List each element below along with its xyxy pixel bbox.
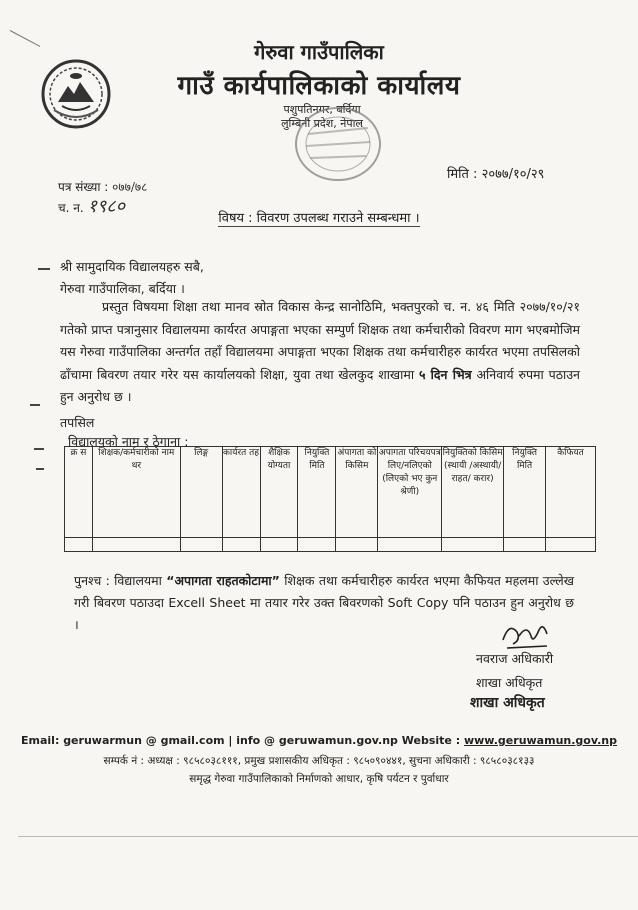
table-header-row xyxy=(65,447,596,538)
footer-email[interactable]: geruwarmun @ gmail.com | info @ geruwamun.gov.np xyxy=(63,734,398,747)
patra-sankhya-value: ०७७/७८ xyxy=(112,180,148,194)
address-line-1: पशुपतिनगर, बर्दिया xyxy=(283,103,361,116)
footer-website-label: Website : xyxy=(401,734,461,747)
patra-sankhya-label: पत्र संख्या : xyxy=(58,180,109,194)
note-suffix: शिक्षक तथा कर्मचारीहरु कार्यरत भएमा कैफियत महलमा उल्लेख गरी बिवरण पठाउदा Excell Sheet मा तयार गरेर उक्त बिवरणको Soft Copy पनि पठाउन हुन अनुरोध छ । xyxy=(74,573,574,632)
footer-phone-numbers: सम्पर्क नं : अध्यक्ष : ९८५८०३८१११, प्रमुख प्रशासकीय अधिकृत : ९८५०९०४४१, सुचना अधिकारी : ९८५८०३८१३३ xyxy=(103,755,535,767)
col-level: कार्यरत तह xyxy=(222,447,260,538)
table-row xyxy=(65,538,596,552)
signatory-name: नवराज अधिकारी xyxy=(476,651,554,666)
col-remarks: कैफियत xyxy=(546,447,596,538)
footer-email-label: Email: xyxy=(21,734,60,747)
margin-mark-3 xyxy=(36,468,44,470)
col-name: शिक्षक/कर्मचारीको नाम थर xyxy=(92,447,180,538)
office-name: गाउँ कार्यपालिकाको कार्यालय xyxy=(177,71,461,101)
signatory-role: शाखा अधिकृत xyxy=(476,675,543,690)
tapasil-heading: तपसिल xyxy=(60,415,95,430)
chalani-value: १९८० xyxy=(87,196,126,217)
office-stamp xyxy=(268,104,388,184)
staff-details-table xyxy=(64,446,596,552)
body-text-2: अनिवार्य रुपमा पठाउन हुन अनुरोध छ । xyxy=(60,366,580,404)
subject-text: विषय : विवरण उपलब्ध गराउने सम्बन्धमा । xyxy=(218,211,420,226)
note-quote: “अपागता राहतकोटामा” xyxy=(166,573,280,588)
footer-website-link[interactable]: www.geruwamun.gov.np xyxy=(463,734,617,747)
chalani-label: च. न. xyxy=(58,201,84,215)
footer-contacts xyxy=(0,734,638,747)
margin-mark-1 xyxy=(30,404,40,406)
col-disability-type: अंपागता को किसिम xyxy=(336,447,378,538)
col-appointment-type: नियुक्तिको किसिम (स्थायी /अस्थायी/ राहत/ करार) xyxy=(442,447,504,538)
handwritten-signature xyxy=(497,618,557,652)
col-qualification: शैक्षिक योग्यता xyxy=(260,447,298,538)
patra-sankhya xyxy=(58,178,147,195)
col-serial: क्र स xyxy=(65,447,93,538)
address-line-2: लुम्बिनी प्रदेश, नेपाल xyxy=(281,117,363,130)
footer-slogan: समृद्ध गेरुवा गाउँपालिकाको निर्माणको आधार, कृषि पर्यटन र पुर्वाधार xyxy=(189,773,449,785)
school-name-label: विद्यालयको नाम र ठेगाना : xyxy=(68,434,189,449)
letter-date: मिति : २०७७/१०/२९ xyxy=(447,167,545,182)
recipient-line-2: गेरुवा गाउँपालिका, बर्दिया । xyxy=(60,281,185,296)
body-text-1: प्रस्तुत विषयमा शिक्षा तथा मानव स्रोत विकास केन्द्र सानोठिमि, भक्तपुरको च. न. ४६ मिति २०७७/१०/२१ गतेको प्राप्त पत्रानुसार विद्यालयमा कार्यरत अपाङ्गता भएका सम्पुर्ण शिक्षक तथा कर्मचारीको विवरण माग भएबमोजिम यस गेरुवा गाउँपालिका अन्तर्गत तहाँ विद्यालयमा अपाङ्गता भएका शिक्षक तथा कर्मचारीहरु कार्यरत भएमा तपसिलको ढाँचामा बिवरण तयार गरेर यस कार्यालयको शिक्षा, युवा तथा खेलकुद शाखामा xyxy=(60,299,580,382)
paper-fold-line xyxy=(18,836,638,837)
hole-punch-mark xyxy=(38,268,50,270)
body-paragraph xyxy=(60,296,580,409)
col-disability-card: अपागता परिचयपत्र लिए/नलिएको (लिएको भए कुन श्रेणी) xyxy=(378,447,442,538)
margin-mark-2 xyxy=(34,448,44,450)
municipality-name: गेरुवा गाउँपालिका xyxy=(254,40,384,64)
col-gender: लिङ्ग xyxy=(180,447,222,538)
recipient-line-1: श्री सामुदायिक विद्यालयहरु सबै, xyxy=(60,259,204,274)
col-appointment-date: नियुक्ति मिति xyxy=(298,447,336,538)
signatory-stamp: शाखा अधिकृत xyxy=(470,695,545,711)
col-appointment-date-2: नियुक्ति मिति xyxy=(504,447,546,538)
note-prefix: पुनश्च : विद्यालयमा xyxy=(74,573,162,588)
subject-line xyxy=(0,208,638,226)
body-deadline: ५ दिन भित्र xyxy=(418,366,472,382)
